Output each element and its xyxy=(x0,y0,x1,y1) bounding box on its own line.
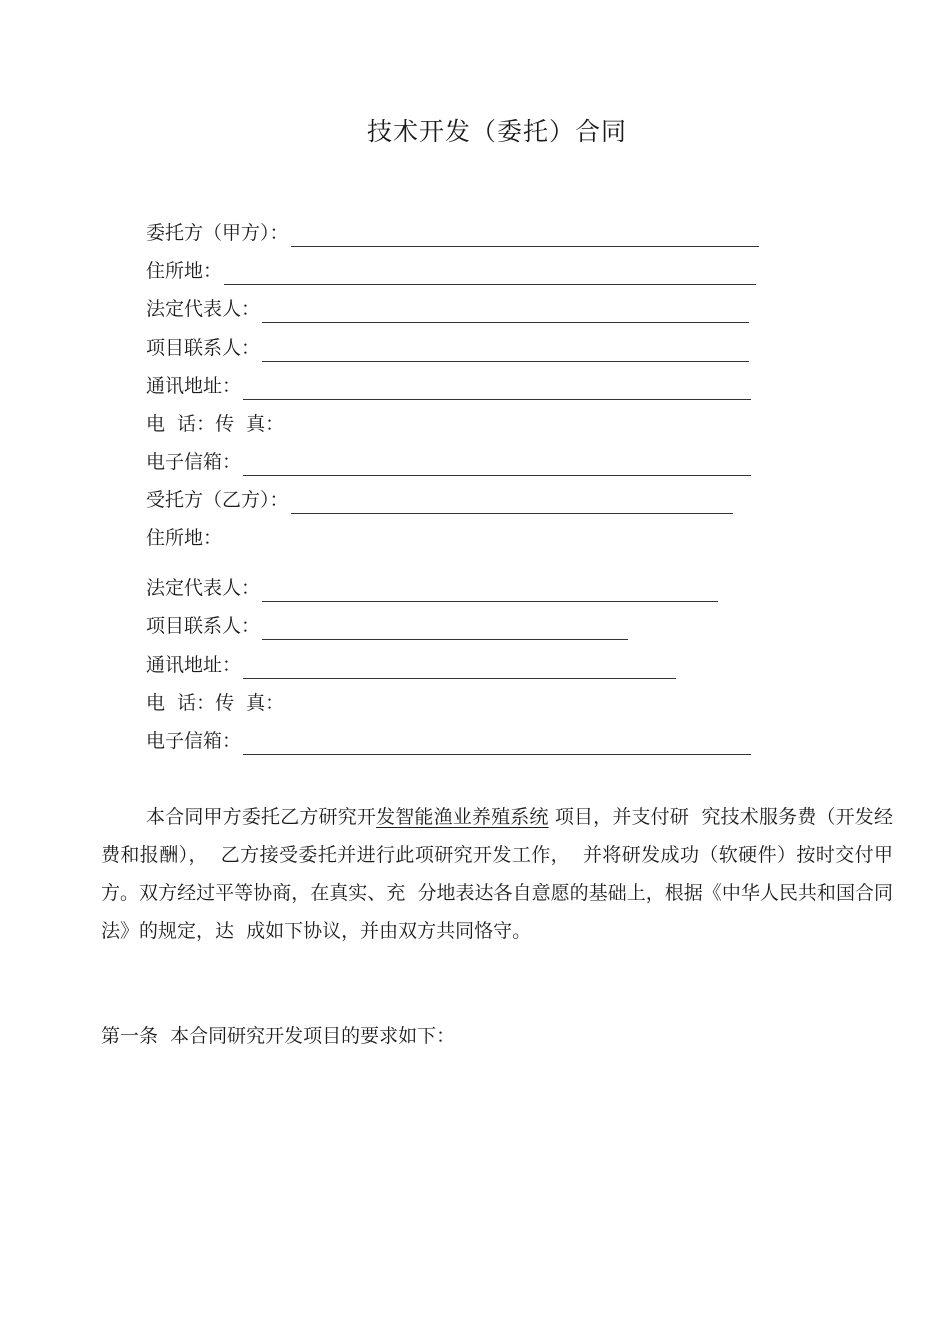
party-a-contact-row xyxy=(146,334,749,362)
party-b-mail-address-row xyxy=(146,651,676,679)
party-a-name-blank[interactable] xyxy=(291,224,759,247)
party-a-rep-blank[interactable] xyxy=(262,300,749,323)
party-b-name-blank[interactable] xyxy=(291,491,733,514)
party-b-contact-blank[interactable] xyxy=(262,617,628,640)
party-b-mail-address-blank[interactable] xyxy=(243,656,676,679)
party-a-email-label: 电子信箱： xyxy=(146,451,242,473)
party-b-address-label: 住所地： xyxy=(146,527,223,549)
article-1-heading: 第一条 本合同研究开发项目的要求如下： xyxy=(101,1025,456,1047)
party-a-address-label: 住所地： xyxy=(146,260,223,282)
intro-part1: 本合同甲方委托乙方研究开 xyxy=(146,806,377,828)
party-b-address-row xyxy=(146,524,222,552)
party-b-name-label: 受托方（乙方）： xyxy=(146,489,289,511)
party-a-phone-fax-label: 电 话：传 真： xyxy=(146,413,285,435)
intro-paragraph xyxy=(101,798,893,950)
party-a-address-row xyxy=(146,257,756,285)
project-name: 发智能渔业养殖系统 xyxy=(376,806,549,828)
party-b-rep-blank[interactable] xyxy=(262,579,718,602)
party-b-name-row xyxy=(146,486,733,514)
party-b-rep-label: 法定代表人： xyxy=(146,577,261,599)
party-a-email-blank[interactable] xyxy=(243,453,751,476)
party-b-contact-row xyxy=(146,612,628,640)
party-a-contact-blank[interactable] xyxy=(262,339,749,362)
party-b-mail-address-label: 通讯地址： xyxy=(146,654,242,676)
party-b-phone-fax-row xyxy=(146,689,284,717)
party-a-name-row xyxy=(146,219,759,247)
intro-part2: 项目，并支付研 究技术服务费（开发经费和报酬）， 乙方接受委托并进行此项研究开发工作， 并将研发成功（软硬件）按时交付甲方。双方经过平等协商，在真实、充 分地表达各自意愿的基础上，根据《中华人民共和国合同法》的规定，达 成如下协议，并由双方共同恪守。 xyxy=(101,806,893,942)
party-b-contact-label: 项目联系人： xyxy=(146,615,261,637)
party-a-rep-label: 法定代表人： xyxy=(146,298,261,320)
contract-title: 技术开发（委托）合同 xyxy=(366,117,627,146)
party-a-address-blank[interactable] xyxy=(224,262,756,285)
party-a-phone-fax-row xyxy=(146,410,284,438)
party-a-email-row xyxy=(146,448,751,476)
party-a-contact-label: 项目联系人： xyxy=(146,337,261,359)
party-b-email-blank[interactable] xyxy=(243,732,751,755)
party-a-rep-row xyxy=(146,295,749,323)
party-b-phone-fax-label: 电 话：传 真： xyxy=(146,692,285,714)
party-b-rep-row xyxy=(146,574,718,602)
party-b-email-row xyxy=(146,727,751,755)
party-a-name-label: 委托方（甲方）： xyxy=(146,222,289,244)
party-a-mail-address-blank[interactable] xyxy=(243,377,751,400)
party-a-mail-address-label: 通讯地址： xyxy=(146,375,242,397)
party-b-email-label: 电子信箱： xyxy=(146,730,242,752)
party-a-mail-address-row xyxy=(146,372,751,400)
